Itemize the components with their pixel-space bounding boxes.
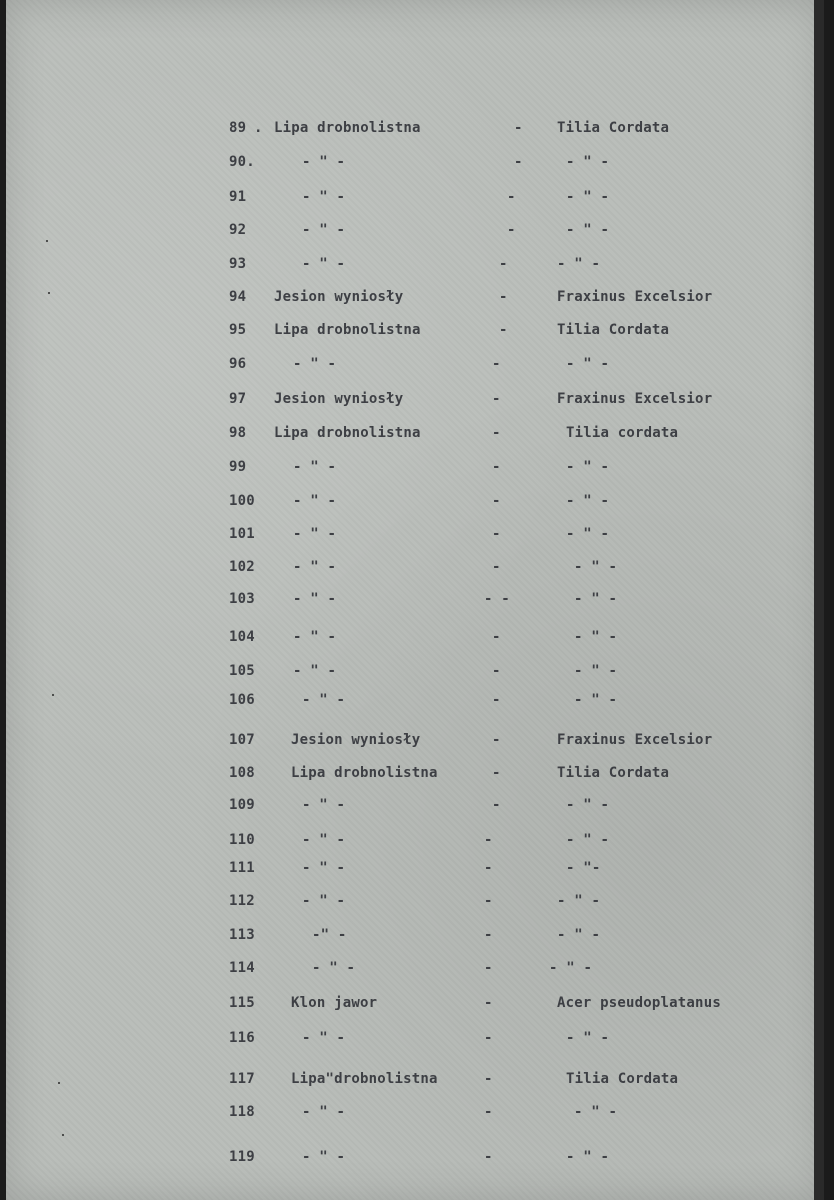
row-number: 109 bbox=[229, 797, 255, 813]
list-row bbox=[6, 661, 824, 681]
latin-name: Tilia Cordata bbox=[557, 765, 670, 781]
row-number: 108 bbox=[229, 765, 255, 781]
latin-name: - " - bbox=[574, 591, 618, 607]
list-row bbox=[6, 891, 824, 911]
row-number: 106 bbox=[229, 692, 255, 708]
row-number: 99 bbox=[229, 459, 247, 475]
row-number: 93 bbox=[229, 256, 247, 272]
polish-name: Lipa drobnolistna bbox=[274, 425, 421, 441]
polish-name: Klon jawor bbox=[291, 995, 378, 1011]
row-dash: - bbox=[492, 765, 501, 781]
list-row bbox=[6, 858, 824, 878]
latin-name: - " - bbox=[574, 692, 618, 708]
list-row bbox=[6, 763, 824, 783]
polish-name: - " - bbox=[302, 860, 346, 876]
polish-name: -" - bbox=[312, 927, 347, 943]
row-number: 90. bbox=[229, 154, 255, 170]
row-number: 102 bbox=[229, 559, 255, 575]
latin-name: Tilia Cordata bbox=[566, 1071, 679, 1087]
list-row bbox=[6, 220, 824, 240]
latin-name: - " - bbox=[566, 356, 610, 372]
row-number: 115 bbox=[229, 995, 255, 1011]
latin-name: - " - bbox=[566, 1149, 610, 1165]
list-row bbox=[6, 993, 824, 1013]
polish-name: Jesion wyniosły bbox=[291, 732, 421, 748]
row-number: 112 bbox=[229, 893, 255, 909]
row-dash: - bbox=[484, 1104, 493, 1120]
row-dash: - bbox=[492, 391, 501, 407]
row-dash: - bbox=[492, 663, 501, 679]
row-dash: - bbox=[492, 459, 501, 475]
row-number: 119 bbox=[229, 1149, 255, 1165]
row-dash: - bbox=[499, 256, 508, 272]
polish-name: - " - bbox=[302, 189, 346, 205]
row-dash: - bbox=[492, 797, 501, 813]
row-dash: - bbox=[492, 493, 501, 509]
latin-name: - " - bbox=[557, 256, 601, 272]
polish-name: - " - bbox=[302, 1149, 346, 1165]
list-row bbox=[6, 925, 824, 945]
polish-name: Jesion wyniosły bbox=[274, 289, 404, 305]
row-dash: - bbox=[492, 425, 501, 441]
latin-name: - " - bbox=[574, 663, 618, 679]
row-number: 107 bbox=[229, 732, 255, 748]
polish-name: Jesion wyniosły bbox=[274, 391, 404, 407]
latin-name: - " - bbox=[566, 154, 610, 170]
row-dash: - bbox=[484, 893, 493, 909]
list-row bbox=[6, 690, 824, 710]
row-number: 92 bbox=[229, 222, 247, 238]
polish-name: - " - bbox=[302, 692, 346, 708]
polish-name: - " - bbox=[293, 493, 337, 509]
latin-name: Tilia Cordata bbox=[557, 322, 670, 338]
row-dash: - bbox=[492, 629, 501, 645]
latin-name: - "- bbox=[566, 860, 601, 876]
row-dash: - bbox=[514, 154, 523, 170]
latin-name: - " - bbox=[557, 927, 601, 943]
list-row bbox=[6, 287, 824, 307]
row-dash: - bbox=[499, 322, 508, 338]
row-dash: - bbox=[507, 189, 516, 205]
polish-name: - " - bbox=[293, 526, 337, 542]
row-dash: - bbox=[499, 289, 508, 305]
list-row bbox=[6, 627, 824, 647]
row-dash: - bbox=[492, 356, 501, 372]
latin-name: - " - bbox=[566, 493, 610, 509]
polish-name: - " - bbox=[302, 797, 346, 813]
list-row bbox=[6, 118, 824, 138]
row-number: 111 bbox=[229, 860, 255, 876]
list-row bbox=[6, 589, 824, 609]
row-number: 96 bbox=[229, 356, 247, 372]
list-row bbox=[6, 389, 824, 409]
latin-name: - " - bbox=[574, 629, 618, 645]
latin-name: - " - bbox=[566, 797, 610, 813]
row-number: 117 bbox=[229, 1071, 255, 1087]
row-number: 89 bbox=[229, 120, 247, 136]
list-row bbox=[6, 795, 824, 815]
polish-name: - " - bbox=[293, 559, 337, 575]
dust-speck bbox=[48, 292, 50, 294]
row-dash: - - bbox=[484, 591, 510, 607]
row-dash: - bbox=[484, 995, 493, 1011]
row-number: 95 bbox=[229, 322, 247, 338]
dust-speck bbox=[46, 240, 48, 242]
row-number: 91 bbox=[229, 189, 247, 205]
row-dash: - bbox=[492, 732, 501, 748]
polish-name: Lipa"drobnolistna bbox=[291, 1071, 438, 1087]
row-dash: - bbox=[514, 120, 523, 136]
row-dash: - bbox=[492, 692, 501, 708]
row-separator: . bbox=[254, 120, 263, 136]
list-row bbox=[6, 457, 824, 477]
polish-name: - " - bbox=[302, 1030, 346, 1046]
list-row bbox=[6, 423, 824, 443]
latin-name: - " - bbox=[549, 960, 593, 976]
row-number: 116 bbox=[229, 1030, 255, 1046]
list-row bbox=[6, 958, 824, 978]
polish-name: - " - bbox=[293, 591, 337, 607]
row-number: 113 bbox=[229, 927, 255, 943]
row-dash: - bbox=[484, 960, 493, 976]
latin-name: Fraxinus Excelsior bbox=[557, 732, 713, 748]
row-dash: - bbox=[507, 222, 516, 238]
polish-name: - " - bbox=[293, 459, 337, 475]
row-dash: - bbox=[484, 927, 493, 943]
row-number: 98 bbox=[229, 425, 247, 441]
list-row bbox=[6, 730, 824, 750]
row-dash: - bbox=[484, 1149, 493, 1165]
latin-name: - " - bbox=[557, 893, 601, 909]
dust-speck bbox=[58, 1082, 60, 1084]
list-row bbox=[6, 354, 824, 374]
polish-name: - " - bbox=[293, 663, 337, 679]
polish-name: - " - bbox=[312, 960, 356, 976]
list-row bbox=[6, 1102, 824, 1122]
polish-name: - " - bbox=[302, 256, 346, 272]
list-row bbox=[6, 254, 824, 274]
row-number: 110 bbox=[229, 832, 255, 848]
latin-name: - " - bbox=[566, 459, 610, 475]
polish-name: - " - bbox=[302, 154, 346, 170]
row-dash: - bbox=[492, 559, 501, 575]
latin-name: - " - bbox=[566, 222, 610, 238]
latin-name: - " - bbox=[566, 189, 610, 205]
polish-name: Lipa drobnolistna bbox=[274, 120, 421, 136]
list-row bbox=[6, 152, 824, 172]
polish-name: - " - bbox=[302, 893, 346, 909]
row-number: 104 bbox=[229, 629, 255, 645]
polish-name: Lipa drobnolistna bbox=[291, 765, 438, 781]
latin-name: Fraxinus Excelsior bbox=[557, 391, 713, 407]
latin-name: Fraxinus Excelsior bbox=[557, 289, 713, 305]
row-number: 101 bbox=[229, 526, 255, 542]
polish-name: Lipa drobnolistna bbox=[274, 322, 421, 338]
latin-name: - " - bbox=[566, 832, 610, 848]
row-dash: - bbox=[484, 860, 493, 876]
list-row bbox=[6, 1147, 824, 1167]
polish-name: - " - bbox=[293, 356, 337, 372]
polish-name: - " - bbox=[302, 1104, 346, 1120]
list-row bbox=[6, 524, 824, 544]
row-number: 100 bbox=[229, 493, 255, 509]
typewritten-page bbox=[6, 0, 824, 1200]
latin-name: Tilia cordata bbox=[566, 425, 679, 441]
row-number: 103 bbox=[229, 591, 255, 607]
polish-name: - " - bbox=[293, 629, 337, 645]
row-number: 105 bbox=[229, 663, 255, 679]
latin-name: Tilia Cordata bbox=[557, 120, 670, 136]
list-row bbox=[6, 557, 824, 577]
polish-name: - " - bbox=[302, 832, 346, 848]
list-row bbox=[6, 1069, 824, 1089]
dust-speck bbox=[52, 694, 54, 696]
latin-name: - " - bbox=[574, 1104, 618, 1120]
latin-name: - " - bbox=[566, 1030, 610, 1046]
latin-name: - " - bbox=[574, 559, 618, 575]
list-row bbox=[6, 491, 824, 511]
latin-name: - " - bbox=[566, 526, 610, 542]
row-dash: - bbox=[484, 1071, 493, 1087]
row-dash: - bbox=[492, 526, 501, 542]
latin-name: Acer pseudoplatanus bbox=[557, 995, 721, 1011]
row-dash: - bbox=[484, 832, 493, 848]
row-number: 114 bbox=[229, 960, 255, 976]
row-number: 97 bbox=[229, 391, 247, 407]
list-row bbox=[6, 320, 824, 340]
row-number: 118 bbox=[229, 1104, 255, 1120]
row-dash: - bbox=[484, 1030, 493, 1046]
list-row bbox=[6, 187, 824, 207]
polish-name: - " - bbox=[302, 222, 346, 238]
list-row bbox=[6, 830, 824, 850]
list-row bbox=[6, 1028, 824, 1048]
dust-speck bbox=[62, 1134, 64, 1136]
row-number: 94 bbox=[229, 289, 247, 305]
